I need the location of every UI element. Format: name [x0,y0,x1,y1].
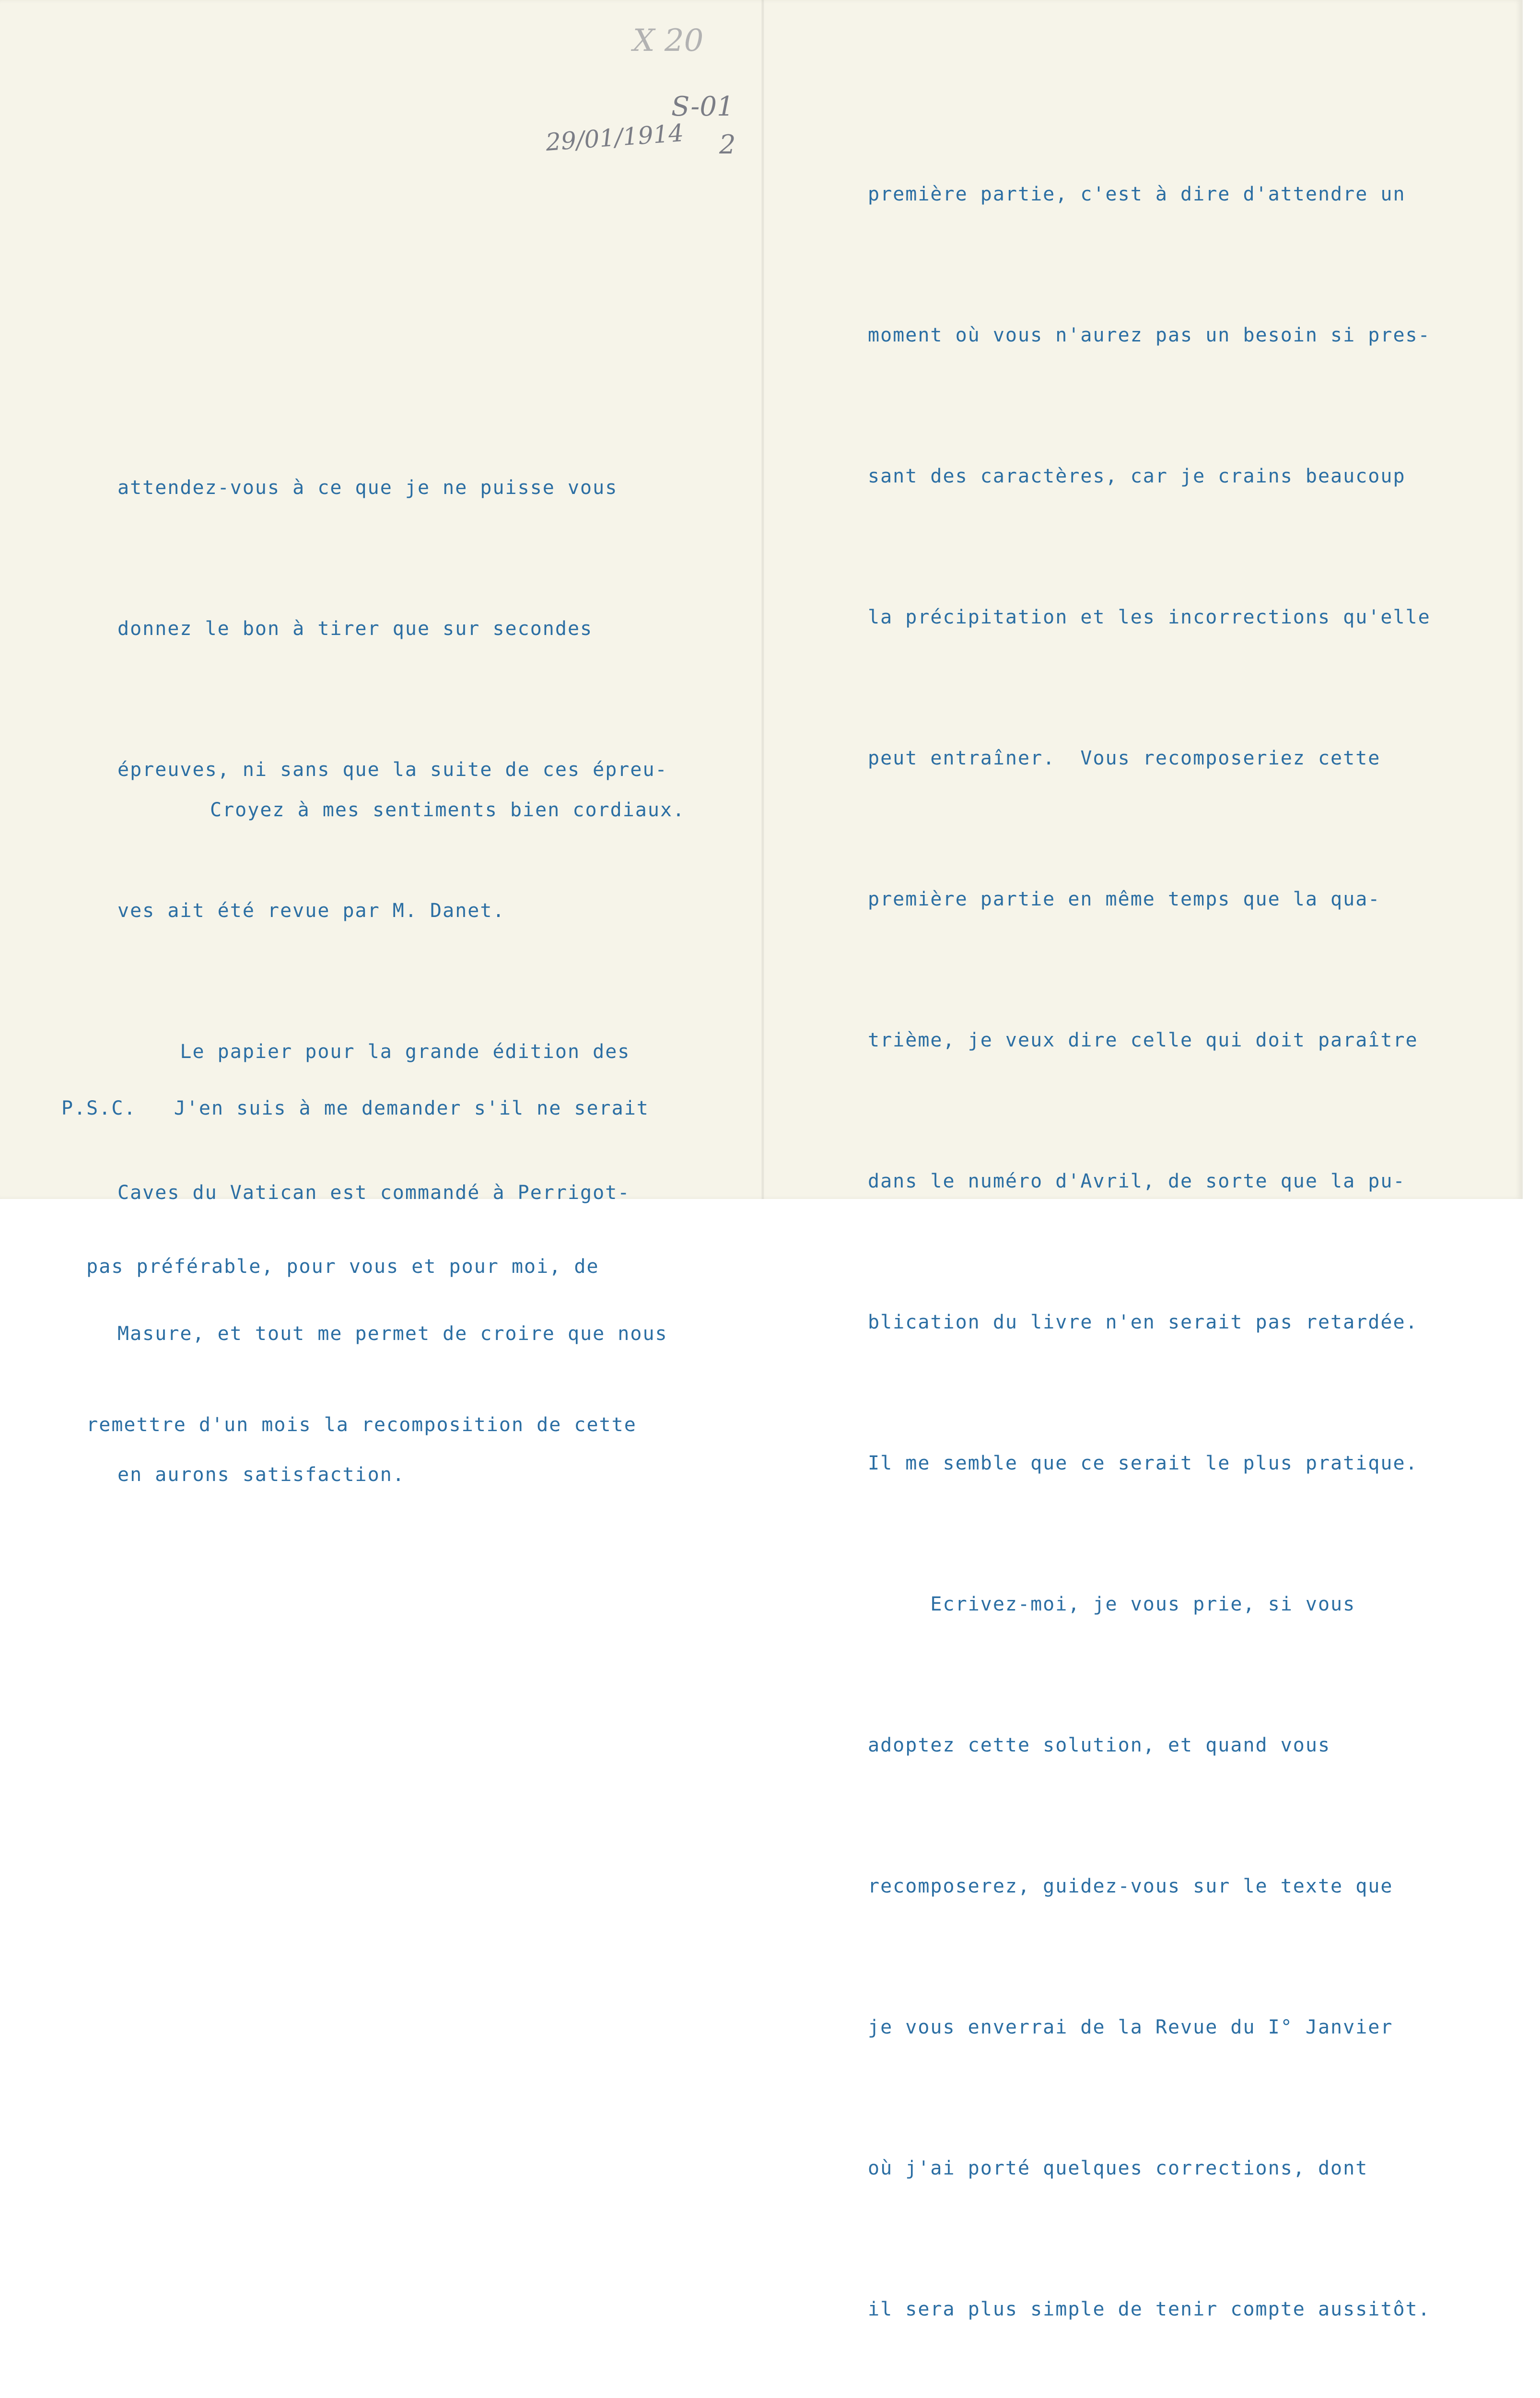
text-line: trième, je veux dire celle qui doit paraître [868,1029,1418,1051]
text-line: il sera plus simple de tenir compte aussitôt. [868,2298,1431,2320]
text-line: ves ait été revue par M. Danet. [117,900,505,922]
text-line: sant des caractères, car je crains beaucoup [868,465,1406,487]
text-line: recomposerez, guidez-vous sur le texte que [868,1875,1393,1897]
text-line: la précipitation et les incorrections qu'elle [868,606,1431,628]
postscript-line: remettre d'un mois la recomposition de cette [61,1414,637,1436]
text-line: épreuves, ni sans que la suite de ces épreu- [117,759,668,781]
text-line: Caves du Vatican est commandé à Perrigot- [117,1182,630,1204]
handwritten-date: 29/01/1914 [545,119,685,156]
text-line: dans le numéro d'Avril, de sorte que la pu- [868,1170,1406,1192]
page-fold [761,0,764,1199]
text-line: Il me semble que ce serait le plus pratique. [868,1452,1418,1474]
text-line: Le papier pour la grande édition des [117,1041,630,1063]
text-line: je vous enverrai de la Revue du I° Janvier [868,2016,1393,2038]
postscript [61,976,649,1557]
text-line: peut entraîner. Vous recomposeriez cette [868,747,1381,769]
postscript-line: pas préférable, pour vous et pour moi, de [61,1256,599,1278]
text-line: donnez le bon à tirer que sur secondes [117,618,593,640]
reference-mark: S-01 [671,91,734,122]
postscript-line: P.S.C. J'en suis à me demander s'il ne serait [61,1097,649,1119]
text-line: première partie, c'est à dire d'attendre un [868,183,1406,205]
text-line: première partie en même temps que la qua- [868,888,1381,910]
text-line: attendez-vous à ce que je ne puisse vous [117,477,618,499]
page-number-mark: 2 [719,129,736,160]
text-line: moment où vous n'aurez pas un besoin si pres- [868,324,1431,346]
text-line: blication du livre n'en serait pas retardée. [868,1311,1418,1333]
text-line: en aurons satisfaction. [117,1464,405,1486]
text-line: Ecrivez-moi, je vous prie, si vous [868,1593,1356,1615]
right-column-text [868,77,1431,2398]
text-line: Masure, et tout me permet de croire que nous [117,1323,668,1345]
text-line: adoptez cette solution, et quand vous [868,1734,1331,1756]
closing-salutation: Croyez à mes sentiments bien cordiaux. [210,799,686,821]
text-line: où j'ai porté quelques corrections, dont [868,2157,1368,2179]
archive-mark: X 20 [633,23,704,59]
